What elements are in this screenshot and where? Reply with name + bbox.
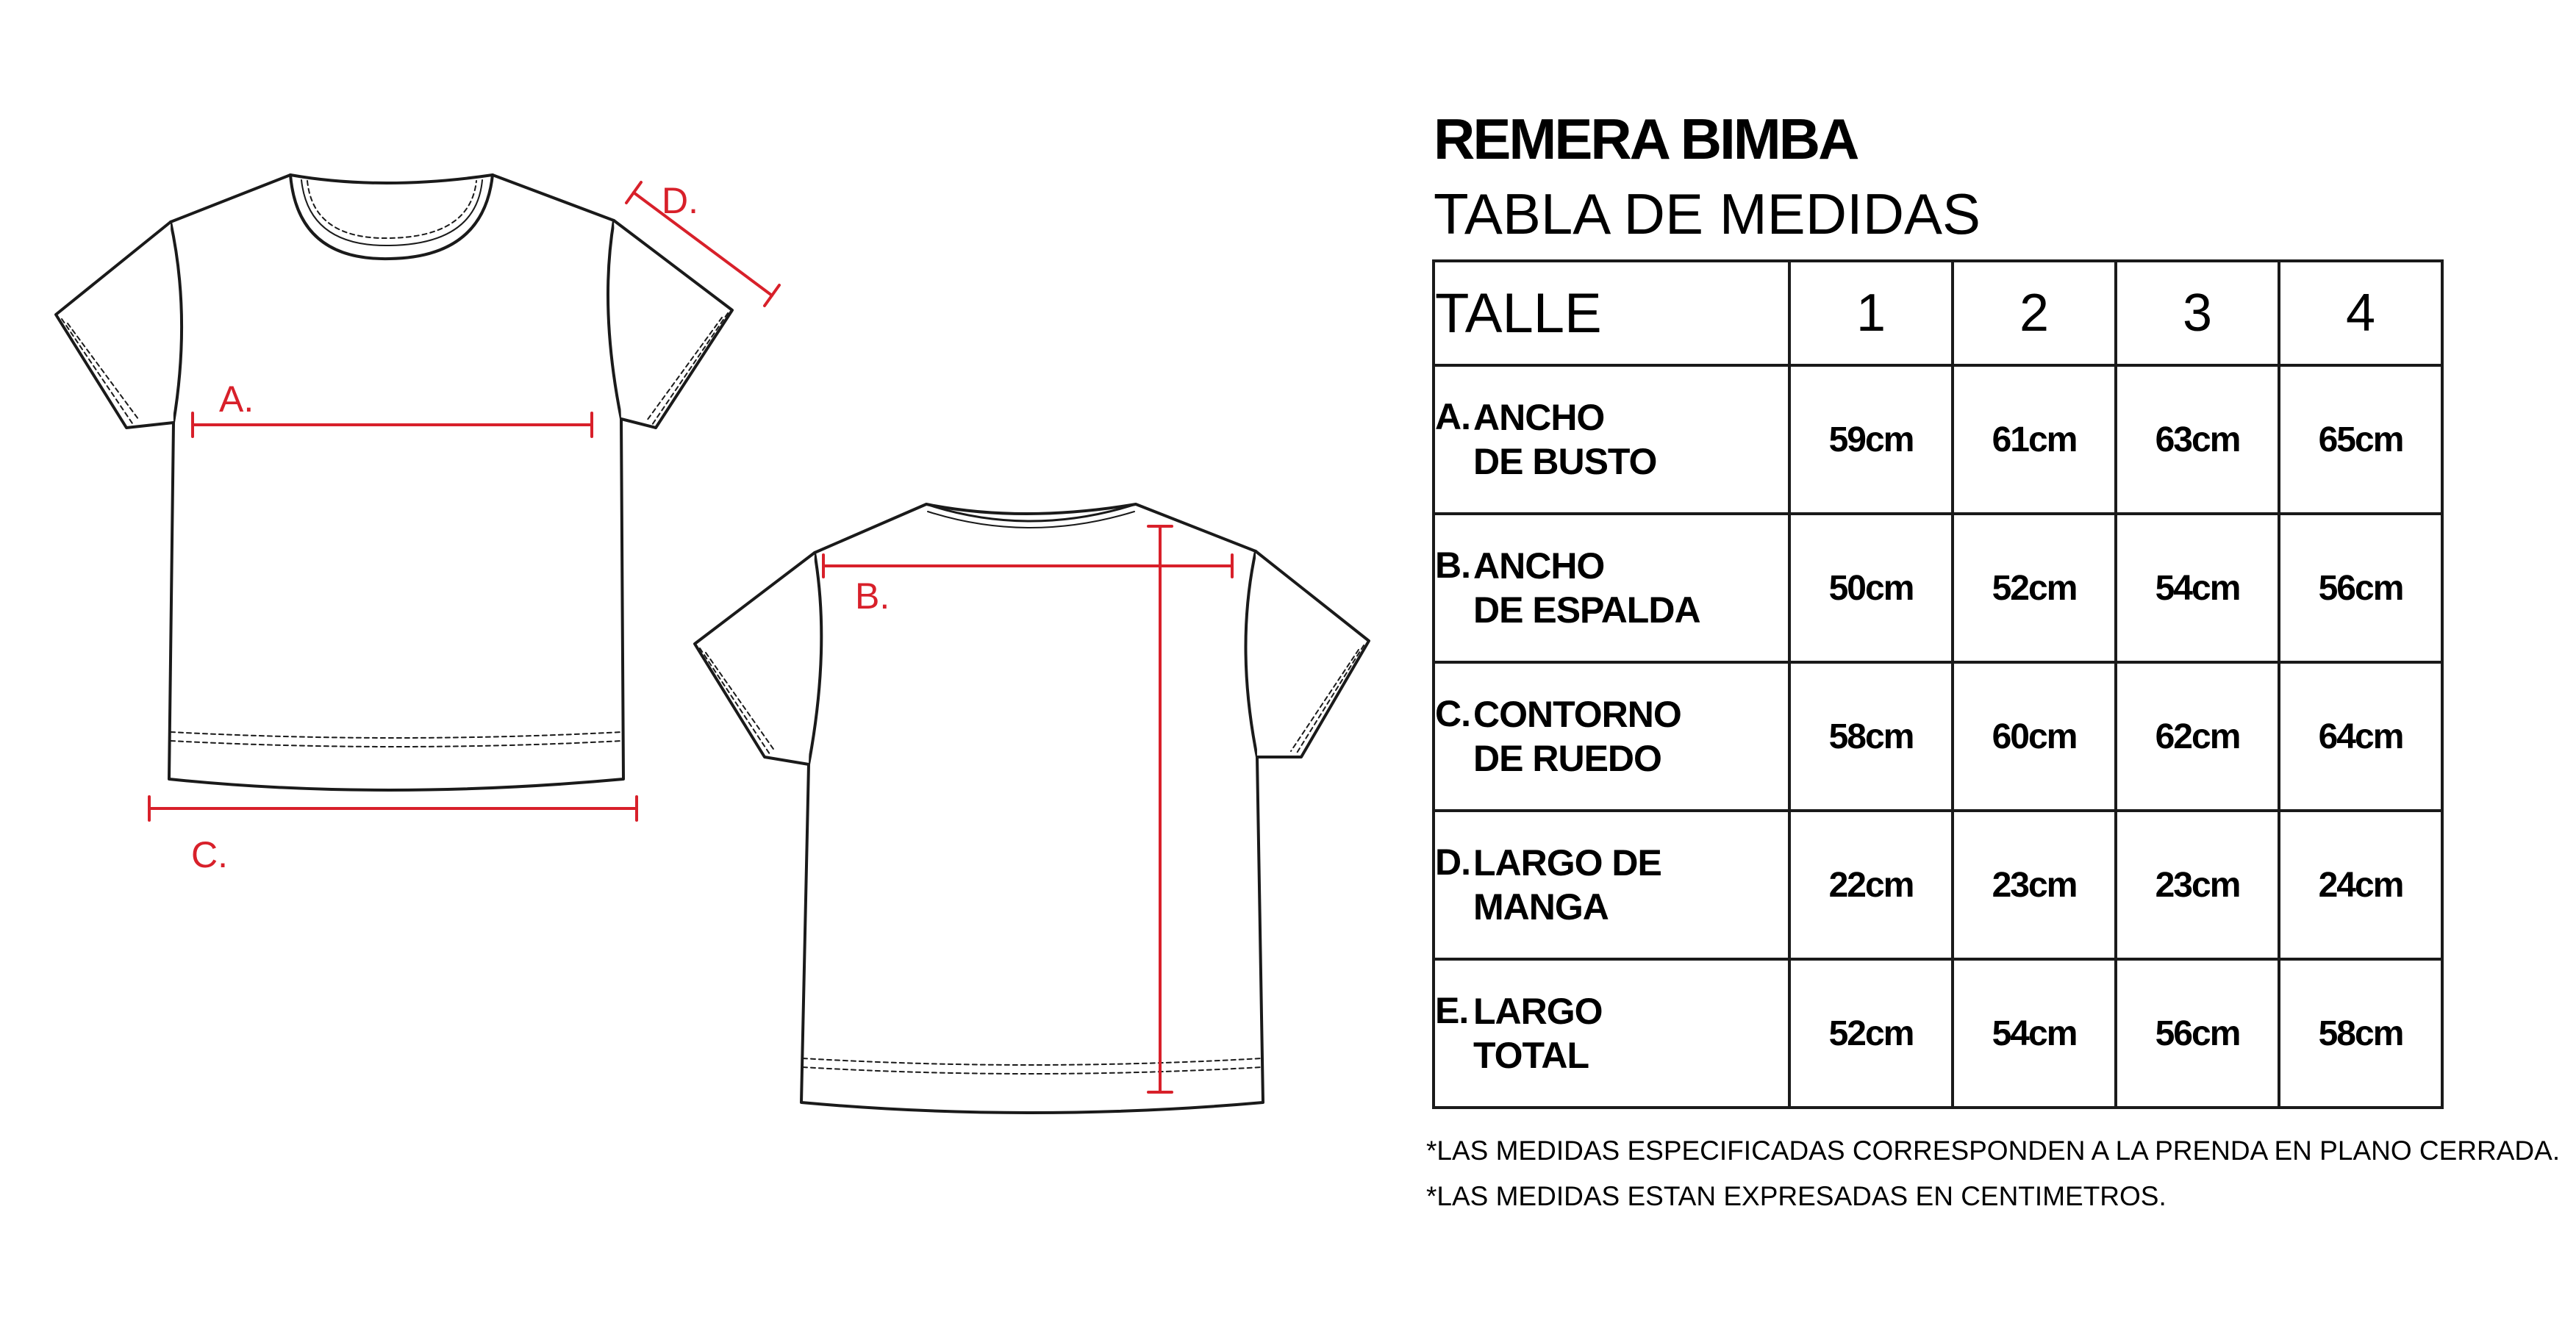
table-row <box>1434 959 2442 1108</box>
header-talle: TALLE <box>1434 261 1789 365</box>
size-table <box>1432 259 2444 1109</box>
table-row <box>1434 811 2442 959</box>
table-cell: 60cm <box>1953 662 2116 811</box>
table-cell: 61cm <box>1953 365 2116 514</box>
table-row <box>1434 514 2442 662</box>
table-cell: 54cm <box>1953 959 2116 1108</box>
row-label-line1: LARGO <box>1473 991 1603 1032</box>
table-cell: 50cm <box>1789 514 1953 662</box>
table-cell: 23cm <box>1953 811 2116 959</box>
table-cell: 52cm <box>1953 514 2116 662</box>
footnote-2: *LAS MEDIDAS ESTAN EXPRESADAS EN CENTIMETROS. <box>1426 1181 2167 1211</box>
table-cell: 24cm <box>2279 811 2442 959</box>
front-view <box>56 175 732 790</box>
label-a: A. <box>219 379 254 420</box>
row-label-line1: CONTORNO <box>1473 694 1681 735</box>
table-cell: 56cm <box>2116 959 2279 1108</box>
table-cell: 56cm <box>2279 514 2442 662</box>
row-letter: D. <box>1435 842 1470 883</box>
table-row <box>1434 662 2442 811</box>
table-cell: 63cm <box>2116 365 2279 514</box>
table-cell: 52cm <box>1789 959 1953 1108</box>
label-c: C. <box>191 834 228 875</box>
row-label <box>1434 365 1789 514</box>
header-size-1: 1 <box>1789 261 1953 365</box>
row-label <box>1434 959 1789 1108</box>
row-label <box>1434 811 1789 959</box>
row-label-line1: LARGO DE <box>1473 842 1661 883</box>
row-label-line2: DE ESPALDA <box>1473 589 1700 631</box>
table-subtitle: TABLA DE MEDIDAS <box>1434 182 1981 246</box>
product-title: REMERA BIMBA <box>1434 107 1858 171</box>
row-letter: B. <box>1435 545 1470 586</box>
measure-tick-d-top <box>626 182 641 203</box>
footnote-1: *LAS MEDIDAS ESPECIFICADAS CORRESPONDEN A LA PRENDA EN PLANO CERRADA. <box>1426 1136 2561 1166</box>
back-left-sleeve <box>695 553 815 764</box>
table-cell: 65cm <box>2279 365 2442 514</box>
front-left-sleeve <box>56 222 173 428</box>
row-letter: A. <box>1435 396 1470 437</box>
row-label <box>1434 662 1789 811</box>
back-right-sleeve <box>1256 551 1369 757</box>
row-label-line1: ANCHO <box>1473 397 1605 438</box>
table-cell: 54cm <box>2116 514 2279 662</box>
table-cell: 23cm <box>2116 811 2279 959</box>
label-b: B. <box>855 575 890 617</box>
footnotes <box>1426 1128 2560 1219</box>
measure-tick-d-bottom <box>765 285 779 306</box>
row-label-line2: DE RUEDO <box>1473 738 1661 779</box>
front-body-outline <box>169 175 623 790</box>
table-header-row <box>1434 261 2442 365</box>
label-d: D. <box>662 180 698 221</box>
table-cell: 62cm <box>2116 662 2279 811</box>
table-row <box>1434 365 2442 514</box>
row-label <box>1434 514 1789 662</box>
row-letter: C. <box>1435 693 1470 734</box>
table-cell: 22cm <box>1789 811 1953 959</box>
table-cell: 59cm <box>1789 365 1953 514</box>
row-label-line2: DE BUSTO <box>1473 441 1657 482</box>
table-cell: 58cm <box>1789 662 1953 811</box>
back-view <box>695 504 1369 1113</box>
table-cell: 64cm <box>2279 662 2442 811</box>
row-letter: E. <box>1435 990 1469 1031</box>
header-size-4: 4 <box>2279 261 2442 365</box>
header-size-3: 3 <box>2116 261 2279 365</box>
row-label-line2: MANGA <box>1473 886 1609 928</box>
row-label-line1: ANCHO <box>1473 545 1605 587</box>
header-size-2: 2 <box>1953 261 2116 365</box>
row-label-line2: TOTAL <box>1473 1035 1589 1076</box>
table-cell: 58cm <box>2279 959 2442 1108</box>
